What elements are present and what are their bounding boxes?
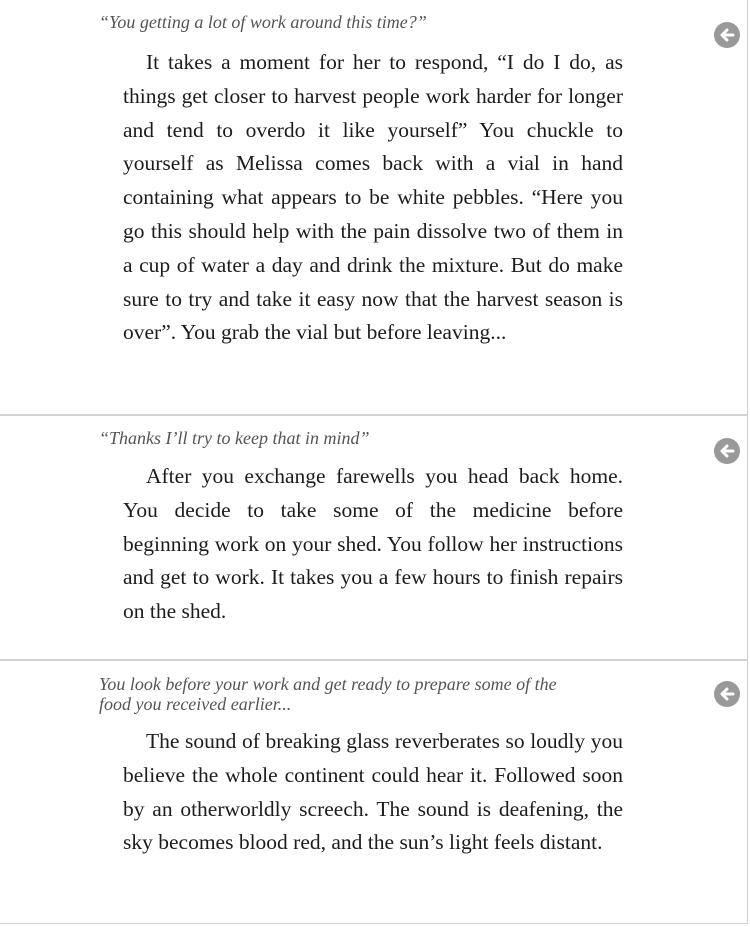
passage-text	[123, 46, 623, 350]
back-arrow-glyph	[714, 438, 740, 464]
passage-card-1	[0, 0, 748, 415]
passage-card-2	[0, 415, 748, 660]
chosen-option-text: “Thanks I’ll try to keep that in mind”	[99, 428, 370, 448]
passage-text-content: It takes a moment for her to respond, “I do I do, as things get closer to harvest people work harder for longer and tend to overdo it like yourself” You chuckle to yourself as Melissa comes back with a vial in hand containing what appears to be white pebbles. “Here you go this should help with the pain dissolve two of them in a cup of water a day and drink the mixture. But do make sure to try and take it easy now that the harvest season is over”. You grab the vial but before leaving...	[123, 50, 623, 345]
passage-text-content: The sound of breaking glass reverberates so loudly you believe the whole continent could hear it. Followed soon by an otherworldly screech. The sound is deafening, the sky becomes blood red, and the sun’s light feels distant.	[123, 729, 623, 855]
passage-text	[123, 460, 623, 629]
chosen-option-text: You look before your work and get ready to prepare some of the food you received earlier...	[99, 674, 557, 714]
back-arrow-icon[interactable]	[714, 22, 740, 48]
passage-text-content: After you exchange farewells you head back home. You decide to take some of the medicine before beginning work on your shed. You follow her instructions and get to work. It takes you a few hours to finish repairs on the shed.	[123, 464, 623, 624]
chosen-option-text: “You getting a lot of work around this time?”	[99, 12, 427, 32]
passage-text	[123, 725, 623, 860]
back-arrow-glyph	[714, 22, 740, 48]
back-arrow-glyph	[714, 681, 740, 707]
back-arrow-icon[interactable]	[714, 681, 740, 707]
passage-card-3	[0, 660, 748, 924]
back-arrow-icon[interactable]	[714, 438, 740, 464]
